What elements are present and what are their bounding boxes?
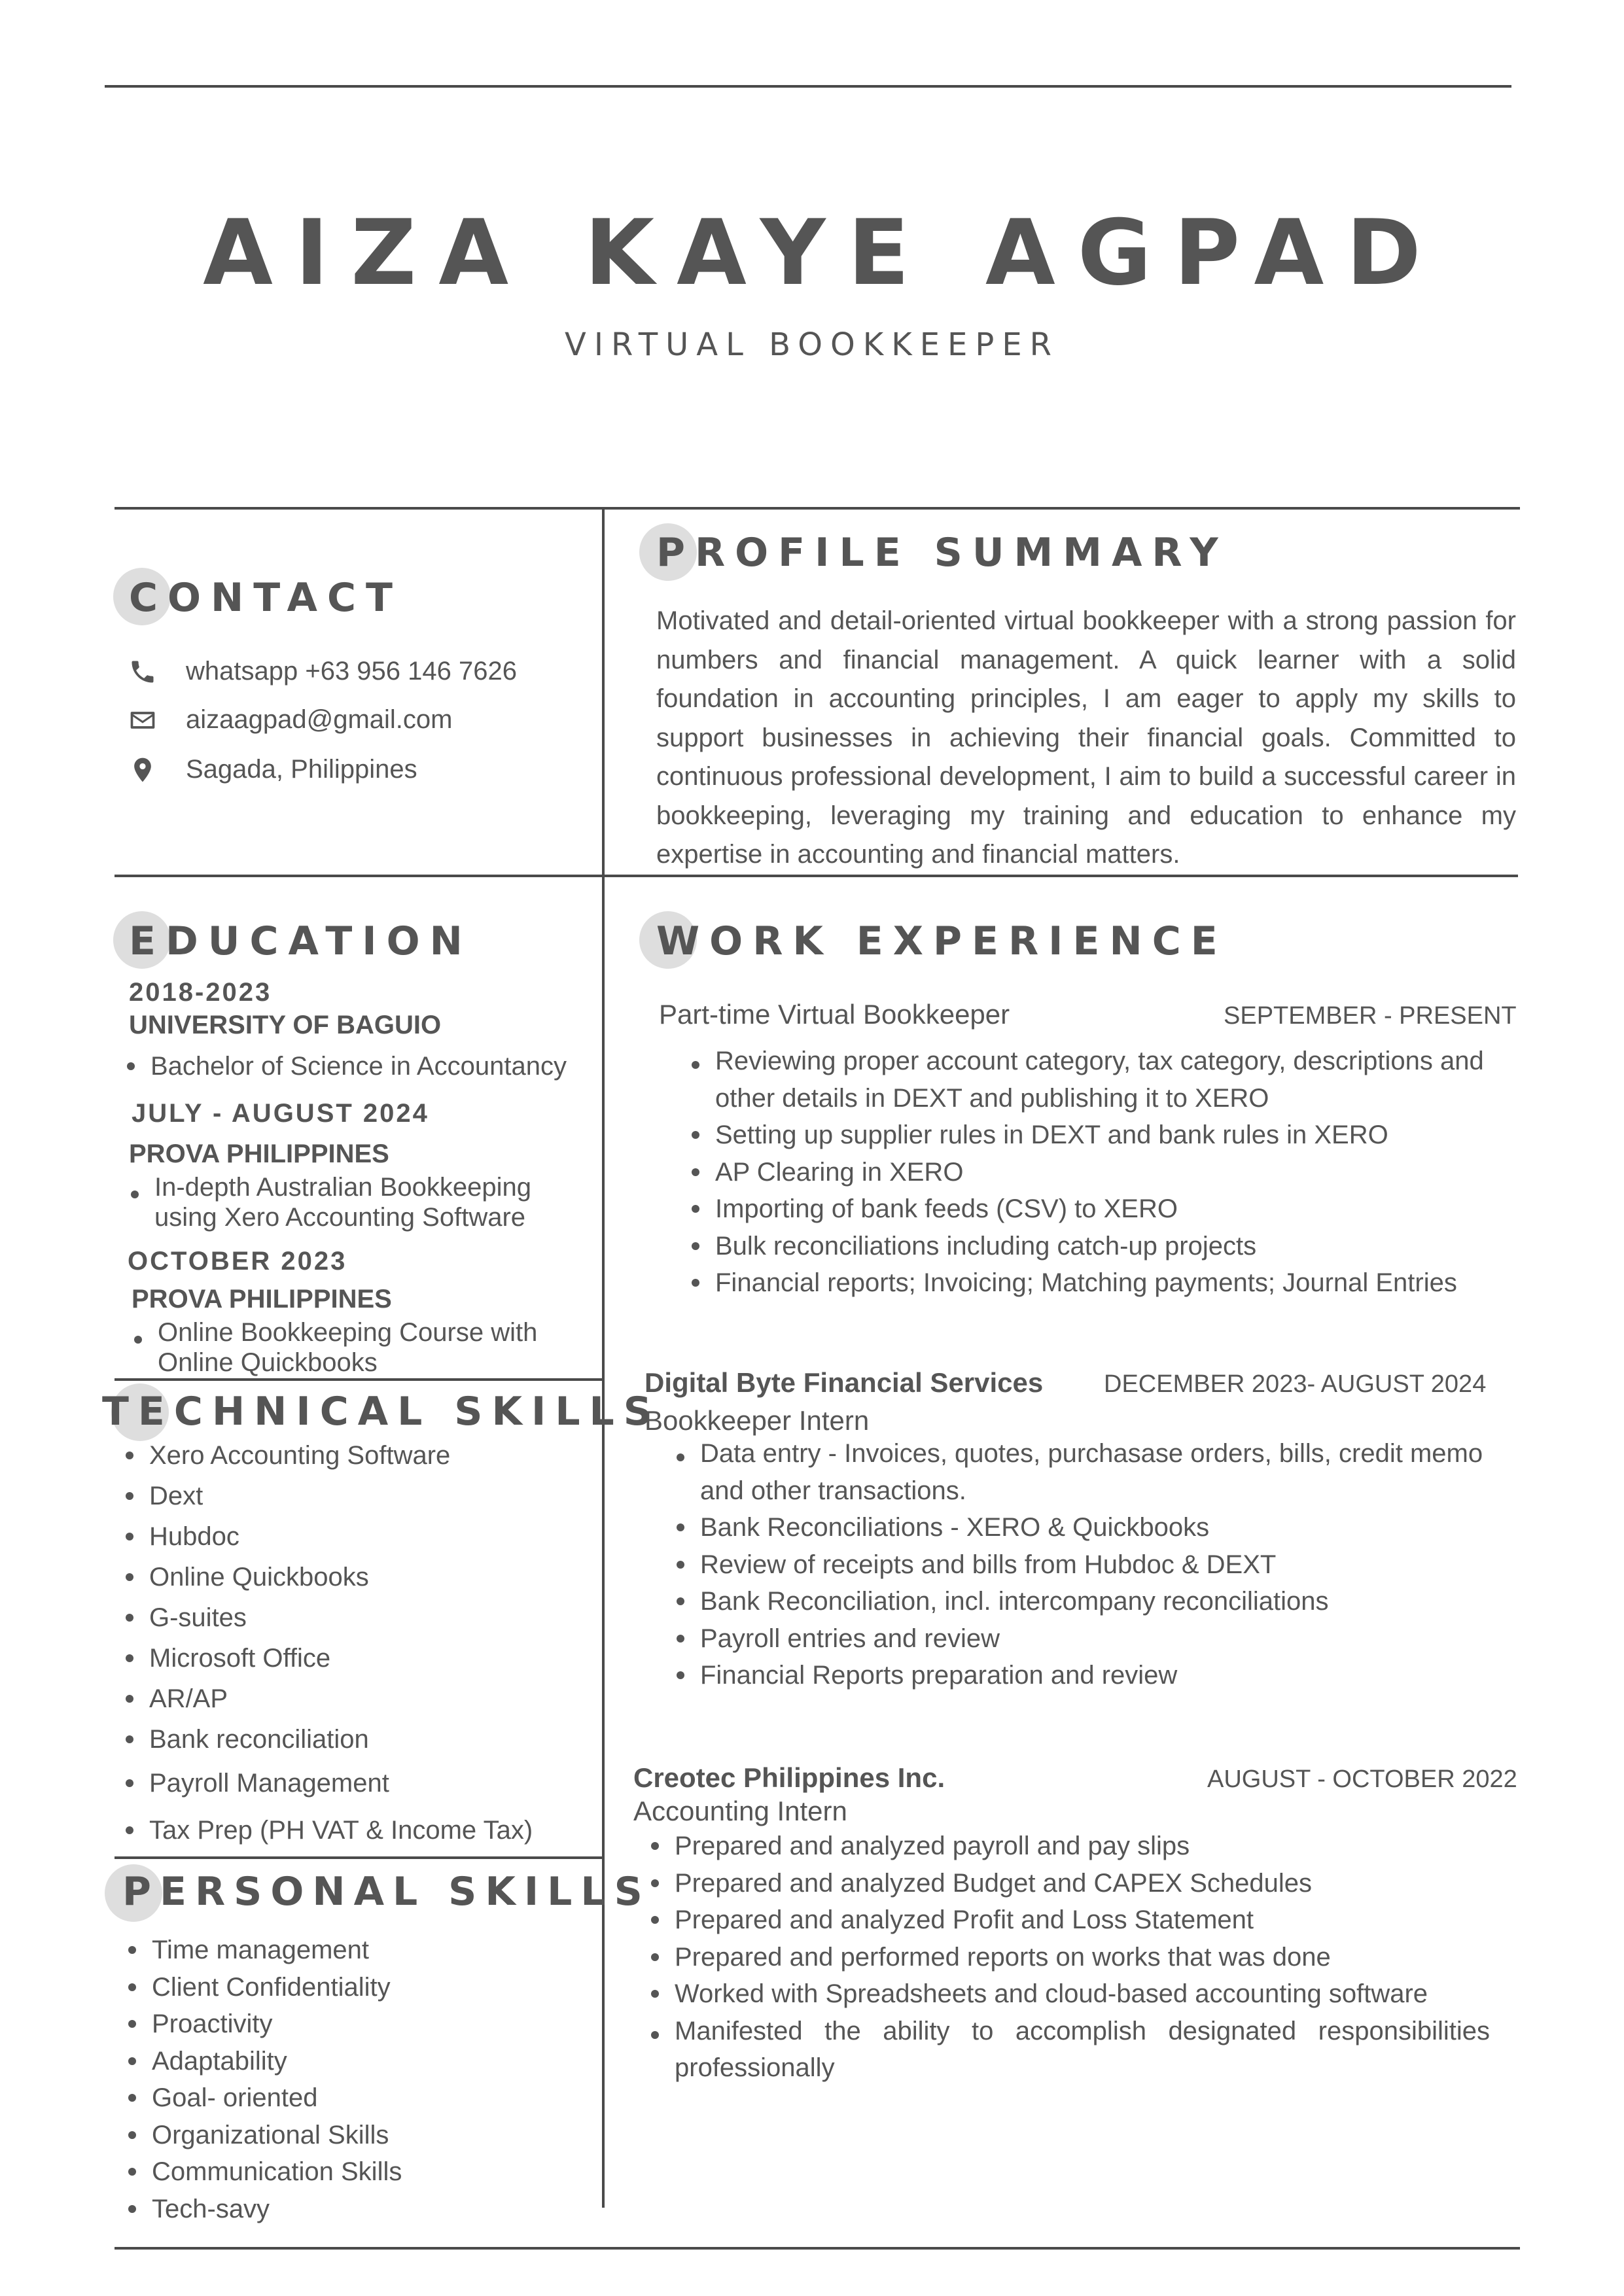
column-divider — [602, 507, 605, 2208]
education-year: 2018-2023 — [129, 978, 272, 1007]
profile-summary-text: Motivated and detail-oriented virtual bookkeeper with a strong passion for numbers and financial management. A quick learner with a solid foundation in accounting principles, I am eager to apply my skills to support businesses in achieving their financial goals. Committed to continuous professional development, I aim to build a successful career in bookkeeping, leveraging my training and education to enhance my expertise in accounting and financial matters. — [656, 606, 1516, 869]
list-item: Prepared and analyzed payroll and pay slips — [675, 1828, 1490, 1865]
job-bullets — [715, 1043, 1541, 1302]
email-text: aizaagpad@gmail.com — [186, 705, 453, 734]
list-item: Online Bookkeeping Course with Online Quickbooks — [158, 1317, 576, 1378]
list-item: Bank Reconciliation, incl. intercompany reconciliations — [700, 1583, 1531, 1620]
list-item: Data entry - Invoices, quotes, purchasase orders, bills, credit memo and other transactions. — [700, 1435, 1531, 1509]
list-item: Xero Accounting Software — [149, 1435, 533, 1476]
list-item: Prepared and performed reports on works that was done — [675, 1939, 1490, 1976]
list-item: Online Quickbooks — [149, 1557, 533, 1597]
list-item: Goal- oriented — [152, 2079, 402, 2117]
list-item: Proactivity — [152, 2006, 402, 2043]
phone-text: whatsapp +63 956 146 7626 — [186, 657, 517, 686]
phone-icon — [128, 657, 157, 686]
education-details — [154, 1172, 560, 1232]
list-item: Worked with Spreadsheets and cloud-based accounting software — [675, 1975, 1490, 2013]
list-item: Bachelor of Science in Accountancy — [150, 1047, 589, 1086]
job-bullets — [700, 1435, 1531, 1694]
company-name: Creotec Philippines Inc. — [633, 1762, 945, 1793]
bottom-divider — [115, 2247, 1520, 2250]
list-item: In-depth Australian Bookkeeping using Xero Accounting Software — [154, 1172, 560, 1232]
mail-icon — [128, 706, 157, 735]
list-item: Financial Reports preparation and review — [700, 1657, 1531, 1694]
work-experience-heading: WORK EXPERIENCE — [656, 918, 1227, 964]
list-item: Hubdoc — [149, 1516, 533, 1557]
education-details — [158, 1317, 576, 1378]
education-institution: PROVA PHILIPPINES — [129, 1139, 389, 1168]
education-year: OCTOBER 2023 — [128, 1247, 347, 1276]
list-item: AP Clearing in XERO — [715, 1154, 1541, 1191]
technical-skills-list — [149, 1435, 533, 1854]
top-divider — [105, 85, 1511, 88]
list-item: Manifested the ability to accomplish designated responsibilities professionally — [675, 2013, 1490, 2087]
contact-location — [128, 755, 417, 784]
list-item: Prepared and analyzed Profit and Loss Statement — [675, 1902, 1490, 1939]
education-details — [150, 1047, 589, 1086]
list-item: Bank reconciliation — [149, 1719, 533, 1760]
job-title: Bookkeeper Intern — [644, 1405, 870, 1436]
list-item: Bank Reconciliations - XERO & Quickbooks — [700, 1509, 1531, 1546]
left-divider-personal — [115, 1856, 603, 1859]
job-title: Part-time Virtual Bookkeeper — [659, 999, 1010, 1030]
contact-email — [128, 705, 452, 735]
list-item: Organizational Skills — [152, 2117, 402, 2154]
list-item: Microsoft Office — [149, 1638, 533, 1679]
list-item: Time management — [152, 1932, 402, 1969]
location-pin-icon — [128, 756, 157, 784]
candidate-role: VIRTUAL BOOKKEEPER — [564, 326, 1060, 363]
list-item: Financial reports; Invoicing; Matching payments; Journal Entries — [715, 1264, 1541, 1302]
list-item: Tech-savy — [152, 2191, 402, 2228]
profile-summary-heading: PROFILE SUMMARY — [656, 530, 1228, 576]
job-dates: SEPTEMBER - PRESENT — [1224, 1002, 1517, 1030]
list-item: Importing of bank feeds (CSV) to XERO — [715, 1191, 1541, 1228]
list-item: Review of receipts and bills from Hubdoc & DEXT — [700, 1546, 1531, 1584]
list-item: Payroll entries and review — [700, 1620, 1531, 1658]
candidate-name: AIZA KAYE AGPAD — [203, 200, 1443, 305]
education-year: JULY - AUGUST 2024 — [132, 1099, 429, 1128]
list-item: Dext — [149, 1476, 533, 1516]
job-dates: AUGUST - OCTOBER 2022 — [1207, 1765, 1517, 1793]
left-divider-technical — [115, 1378, 603, 1381]
list-item: Bulk reconciliations including catch-up projects — [715, 1228, 1541, 1265]
list-item: Client Confidentiality — [152, 1969, 402, 2006]
contact-phone — [128, 657, 517, 686]
list-item: Adaptability — [152, 2043, 402, 2080]
education-heading: EDUCATION — [129, 918, 472, 964]
list-item: AR/AP — [149, 1679, 533, 1719]
personal-skills-list — [152, 1932, 402, 2227]
section-divider-middle — [115, 875, 1518, 877]
list-item: Setting up supplier rules in DEXT and bank rules in XERO — [715, 1117, 1541, 1154]
job-dates: DECEMBER 2023- AUGUST 2024 — [1104, 1370, 1487, 1398]
personal-skills-heading: PERSONAL SKILLS — [122, 1869, 651, 1915]
technical-skills-heading: TECHNICAL SKILLS — [102, 1389, 661, 1435]
company-name: Digital Byte Financial Services — [644, 1367, 1044, 1398]
section-divider-top — [115, 507, 1520, 510]
list-item: Prepared and analyzed Budget and CAPEX Schedules — [675, 1865, 1490, 1902]
list-item: Payroll Management — [149, 1760, 533, 1807]
list-item: Reviewing proper account category, tax category, descriptions and other details in DEXT and publishing it to XERO — [715, 1043, 1541, 1117]
education-institution: PROVA PHILIPPINES — [132, 1285, 392, 1313]
job-title: Accounting Intern — [633, 1796, 847, 1826]
list-item: Communication Skills — [152, 2153, 402, 2191]
location-text: Sagada, Philippines — [186, 755, 417, 784]
list-item: Tax Prep (PH VAT & Income Tax) — [149, 1807, 533, 1854]
contact-heading: CONTACT — [129, 575, 402, 621]
list-item: G-suites — [149, 1597, 533, 1638]
job-bullets — [675, 1828, 1490, 2087]
education-institution: UNIVERSITY OF BAGUIO — [129, 1011, 442, 1039]
